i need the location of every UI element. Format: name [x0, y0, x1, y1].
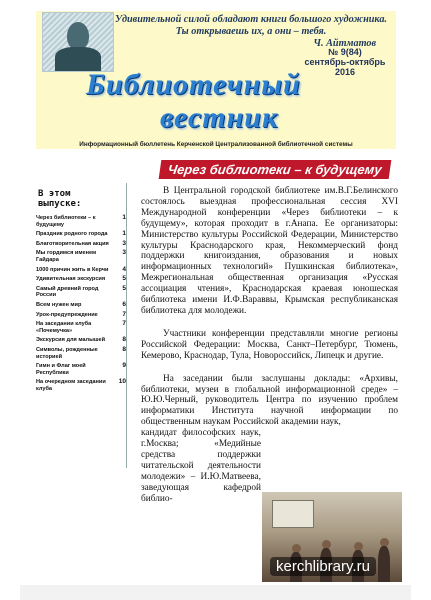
toc-item — [36, 286, 126, 299]
toc-item — [36, 276, 126, 283]
toc-item — [36, 302, 126, 309]
issue-number: № 9(84) — [328, 47, 362, 57]
toc-item — [36, 379, 126, 392]
toc-item-page: 7 — [122, 320, 126, 328]
toc-item-title: Урок-предупреждение — [36, 311, 98, 318]
conference-photo — [262, 492, 402, 582]
toc-item — [36, 337, 126, 344]
toc-item-page: 3 — [122, 249, 126, 257]
toc-item-page: 5 — [122, 275, 126, 283]
toc-item-page: 4 — [122, 265, 126, 273]
toc-item-title: Благотворительная акция — [36, 240, 109, 247]
toc-item-title: Гимн и Флаг моей Республики — [36, 363, 86, 376]
toc-item-title: На очередном заседании клуба — [36, 379, 106, 392]
toc-item-title: Праздник родного города — [36, 231, 108, 238]
projection-screen — [272, 500, 314, 528]
toc-item — [36, 363, 126, 376]
article-paragraph-continued: кандидат философских наук, г.Москва; «Медийные средства поддержки читательской деятельности молодежи» – И.Ю.Матвеева, заведующая кафедрой библио- — [141, 428, 261, 504]
toc-item-title: Через библиотеки – к будущему — [36, 215, 96, 228]
toc-item-page: 1 — [122, 214, 126, 221]
issue-year: 2016 — [334, 67, 356, 77]
toc-list — [36, 215, 126, 392]
toc-item — [36, 250, 126, 263]
site-watermark: kerchlibrary.ru — [270, 557, 376, 576]
toc-heading-line2: выпуске: — [38, 199, 82, 209]
issue-info — [300, 47, 390, 77]
epigraph — [108, 14, 394, 50]
toc-item-title: Символы, рожденные историей — [36, 346, 98, 360]
toc-item-title: Всем нужен мир — [36, 301, 82, 308]
toc-item-page: 10 — [118, 378, 126, 386]
author-portrait — [42, 12, 114, 72]
page-footer-band — [20, 585, 411, 600]
toc-item-page: 7 — [122, 310, 126, 318]
toc-item-page: 8 — [122, 336, 126, 344]
toc-item-page: 6 — [122, 300, 126, 308]
epigraph-text: Удивительной силой обладают книги большого художника. Ты открываешь их, а они – тебя. — [115, 14, 387, 37]
toc-item-page: 9 — [122, 362, 126, 370]
toc-item — [36, 231, 126, 238]
toc-item-title: Удивительная экскурсия — [36, 276, 106, 283]
toc-item-page: 1 — [122, 230, 126, 238]
toc-item-page: 8 — [122, 345, 126, 353]
toc-item — [36, 241, 126, 248]
masthead-title-line1: Библиотечный — [86, 68, 301, 101]
toc-item — [36, 312, 126, 319]
toc-item-title: На заседании клуба «Почемучка» — [36, 321, 92, 334]
article-body — [141, 186, 398, 504]
article-paragraph: Участники конференции представляли многие регионы Российской Федерации: Москва, Санкт–Петербург, Тюмень, Кемерово, Краснодар, Тула, Новороссийск, Липецк и другие. — [141, 328, 398, 361]
issue-months: сентябрь-октябрь — [304, 57, 386, 67]
article-paragraph: На заседании были заслушаны доклады: «Архивы, библиотеки, музеи в глобальной информационной среде» – Ю.Ю.Черный, руководитель Центра по изучению проблем информатики Института научной информации по общественным наукам Российской академии наук, — [141, 373, 398, 428]
article-title: Через библиотеки – к будущему — [159, 160, 391, 179]
toc-heading — [38, 189, 126, 209]
masthead-title-line2: вестник — [160, 101, 279, 134]
toc-item — [36, 267, 126, 274]
toc-heading-line1: В этом — [38, 189, 71, 199]
toc-item-title: Мы гордимся именем Гайдара — [36, 250, 97, 263]
toc-item — [36, 215, 126, 228]
toc-item-title: Самый древний город России — [36, 285, 99, 299]
article-paragraph: В Центральной городской библиотеке им.В.Г.Белинского состоялось выездная профессиональная сессия XVI Международной конференции «Через библиотеки – к будущему», которая проходит в г.Анапа. Ее организаторы: Министерство культуры Российской Федерации, Министерство культуры Краснодарского края, Некоммерческий фонд поддержки книгоиздания, образования и новых информационных технологий» Пушкинская библиотека», Межрегиональная общественная организация «Русская ассоциация чтения», Краснодарская краевая юношеская библиотека имени И.Ф.Вараввы, Крымская республиканская библиотека для молодежи. — [141, 186, 398, 316]
toc-item-title: Экскурсия для малышей — [36, 337, 106, 344]
epigraph-author: Ч. Айтматов — [313, 38, 376, 49]
toc-item — [36, 321, 126, 334]
person-figure — [378, 546, 390, 582]
masthead-subtitle: Информационный бюллетень Керченской Централизованной библиотечной системы — [79, 141, 353, 148]
toc-item-title: 1000 причин жить в Керчи — [36, 266, 109, 273]
toc-item — [36, 347, 126, 360]
toc-item-page: 5 — [122, 284, 126, 292]
toc-item-page: 3 — [122, 239, 126, 247]
portrait-face — [67, 22, 89, 50]
table-of-contents — [36, 183, 127, 468]
